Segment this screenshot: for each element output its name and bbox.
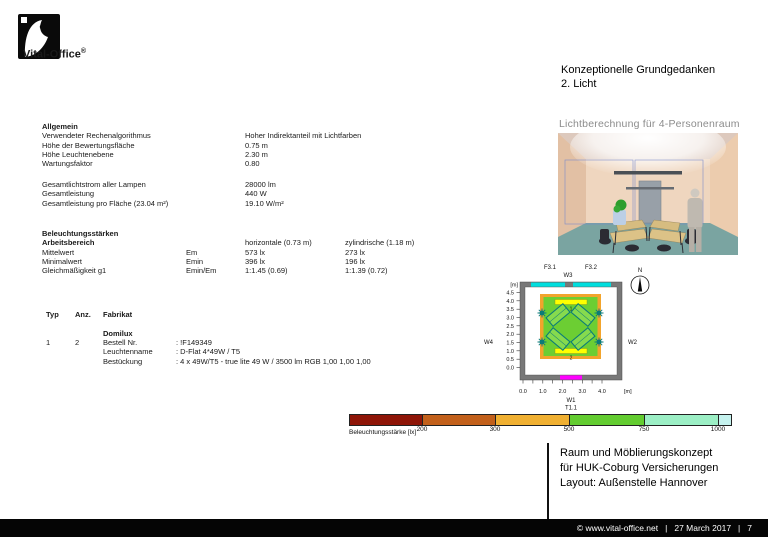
- svg-text:2.0: 2.0: [506, 332, 514, 339]
- scale-segment: [496, 415, 570, 425]
- render-chair-left: [613, 210, 626, 225]
- illuminance-scale: [349, 414, 730, 448]
- svg-text:0.5: 0.5: [506, 357, 514, 364]
- render-luminaire-bar: [626, 187, 674, 190]
- svg-text:[m]: [m]: [510, 282, 518, 289]
- label-w4: W4: [484, 340, 493, 346]
- footer-bar: [0, 519, 768, 537]
- logo-registered-mark: ®: [80, 48, 87, 55]
- logo-text: Vital-Office: [23, 48, 81, 61]
- scale-segment: [350, 415, 423, 425]
- data-row: Gesamtleistung pro Fläche (23.04 m²) 19.10 W/m²: [42, 198, 284, 208]
- data-row: Gesamtlichtstrom aller Lampen 28000 lm: [42, 180, 276, 189]
- svg-text:2.0: 2.0: [558, 389, 567, 395]
- plan-y-axis: [506, 283, 518, 372]
- scale-tick: 200: [416, 426, 428, 433]
- svg-text:3.5: 3.5: [506, 307, 514, 314]
- table-row: Bestückung : 4 x 49W/T5 - true lite 49 W / 3500 lm RGB 1,00 1,00 1,00: [103, 356, 371, 366]
- svg-text:4.5: 4.5: [506, 290, 514, 297]
- label-f32: F3.2: [584, 265, 598, 271]
- compass-north: [631, 268, 649, 294]
- svg-text:1.5: 1.5: [506, 340, 514, 347]
- allgemein-heading: Allgemein: [42, 122, 78, 131]
- room-render-image: [558, 133, 738, 255]
- label-f31: F3.1: [543, 265, 557, 271]
- logo-wordmark: [23, 48, 86, 61]
- plan-luminaire-1: [555, 300, 587, 305]
- footer-date: 27 March 2017: [674, 523, 732, 533]
- data-row: Verwendeter Rechenalgorithmus Hoher Indirektanteil mit Lichtfarben: [42, 131, 362, 141]
- section-heading: [561, 63, 715, 91]
- data-row: Mittelwert Em 573 lx 273 lx: [42, 247, 366, 257]
- scale-tick: 1000: [710, 426, 726, 433]
- beleuchtung-section: [42, 229, 512, 276]
- data-row: Wartungsfaktor 0.80: [42, 159, 260, 169]
- luminaire-number: 1: [569, 306, 573, 313]
- scale-segment: [645, 415, 719, 425]
- label-w2: W2: [628, 340, 637, 346]
- project-line2: für HUK-Coburg Versicherungen: [560, 462, 719, 474]
- compass-n-label: N: [637, 268, 643, 274]
- data-row: Gleichmäßigkeit g1 Emin/Em 1:1.45 (0.69) 1:1.39 (0.72): [42, 266, 388, 276]
- scale-tick: 300: [489, 426, 501, 433]
- project-line1: Raum und Möblierungskonzept: [560, 447, 713, 459]
- scale-label: Beleuchtungsstärke [lx]: [349, 429, 417, 436]
- plan-window-f32: [573, 283, 611, 287]
- scale-bar: [349, 414, 732, 426]
- plan-window-f31: [531, 283, 565, 287]
- svg-text:1.0: 1.0: [538, 389, 547, 395]
- svg-text:[m]: [m]: [624, 389, 632, 395]
- render-luminaire-bar: [614, 171, 682, 175]
- label-w1: W1: [566, 398, 576, 404]
- data-row: Höhe Leuchtenebene 2.30 m: [42, 149, 268, 159]
- data-row: Minimalwert Emin 396 lx 196 lx: [42, 256, 366, 266]
- render-caption: Lichtberechnung für 4-Personenraum: [559, 118, 740, 130]
- svg-text:0.0: 0.0: [506, 365, 514, 372]
- svg-text:4.0: 4.0: [506, 298, 514, 305]
- column-header-row: Arbeitsbereich horizontale (0.73 m) zylindrische (1.18 m): [42, 238, 415, 248]
- table-header-row: Typ Anz. Fabrikat: [46, 310, 133, 319]
- heading-line1: Konzeptionelle Grundgedanken: [561, 64, 716, 76]
- floor-plan: [478, 256, 668, 416]
- footer-page-number: 7: [747, 523, 752, 533]
- table-row: Leuchtenname : D-Flat 4*49W / T5: [103, 347, 241, 357]
- divider-line: [547, 443, 549, 519]
- gesamt-section: [42, 180, 512, 208]
- heading-line2: 2. Licht: [561, 78, 597, 90]
- brand-row: Domilux: [103, 328, 133, 338]
- project-info: [560, 446, 718, 491]
- svg-text:0.0: 0.0: [519, 389, 527, 395]
- plan-x-axis: [519, 389, 632, 395]
- svg-text:4.0: 4.0: [598, 389, 606, 395]
- plan-luminaire-2: [555, 349, 587, 354]
- label-t11: T1.1: [564, 405, 578, 412]
- allgemein-section: [42, 122, 512, 169]
- scale-segment: [570, 415, 645, 425]
- table-row: 1 2 Bestell Nr. : !F149349: [46, 337, 212, 347]
- luminaire-number: 2: [569, 355, 573, 362]
- svg-text:3.0: 3.0: [506, 315, 514, 322]
- plan-door-t11: [560, 375, 582, 379]
- svg-text:2.5: 2.5: [506, 323, 514, 330]
- footer-separator: |: [665, 523, 668, 533]
- vital-office-logo: [18, 14, 138, 64]
- data-row: Gesamtleistung 440 W: [42, 189, 267, 199]
- label-w3: W3: [563, 273, 573, 279]
- project-line3: Layout: Außenstelle Hannover: [560, 477, 708, 489]
- footer-copyright: © www.vital-office.net: [576, 523, 659, 533]
- scale-segment: [719, 415, 731, 425]
- data-row: Höhe der Bewertungsfläche 0.75 m: [42, 140, 268, 150]
- scale-tick: 750: [638, 426, 650, 433]
- svg-text:1.0: 1.0: [506, 348, 514, 355]
- luminaire-table: [42, 310, 512, 366]
- beleuchtung-heading: Beleuchtungsstärken: [42, 229, 119, 238]
- footer-separator: |: [738, 523, 741, 533]
- svg-text:3.0: 3.0: [578, 389, 587, 395]
- scale-tick: 500: [563, 426, 575, 433]
- scale-segment: [423, 415, 496, 425]
